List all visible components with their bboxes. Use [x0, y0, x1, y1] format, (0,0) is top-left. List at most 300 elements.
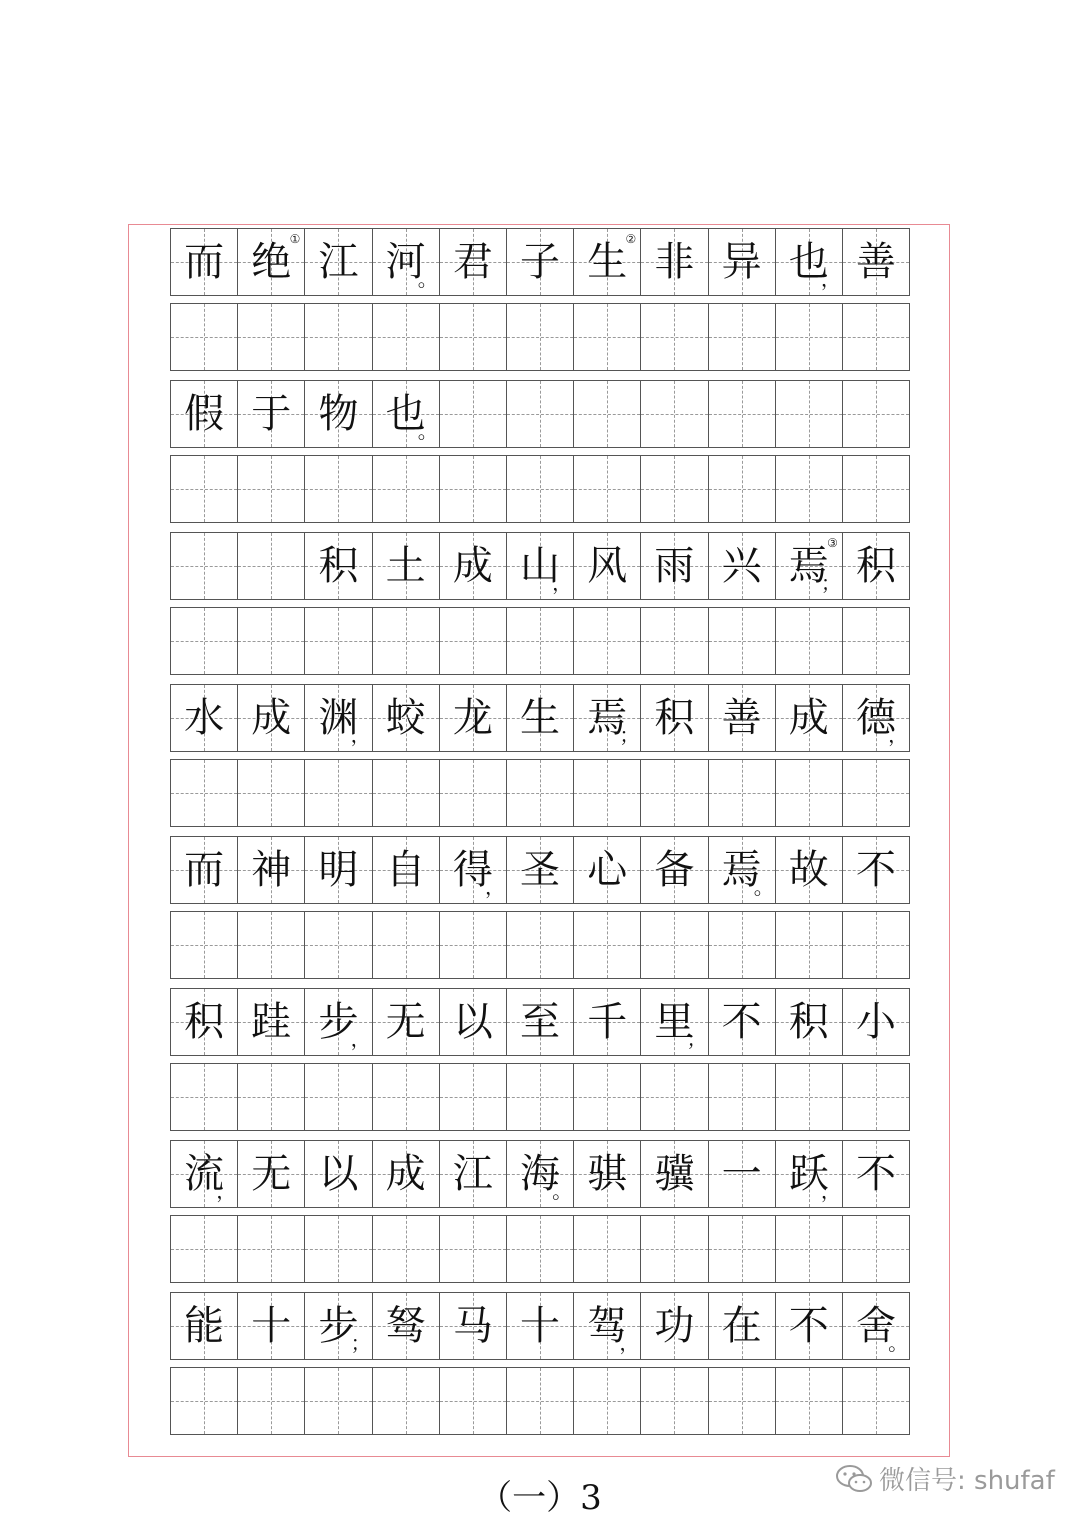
grid-cell [238, 1141, 305, 1207]
grid-cell [507, 229, 574, 295]
grid-cell [574, 533, 641, 599]
practice-row [170, 455, 910, 523]
punctuation-mark: 。 [753, 875, 774, 899]
grid-cell [507, 456, 574, 522]
character: 非 [654, 239, 695, 285]
grid-cell [843, 912, 909, 978]
punctuation-mark: ， [820, 1179, 841, 1203]
grid-cell [440, 381, 507, 447]
grid-cell [843, 1064, 909, 1130]
grid-cell [574, 1293, 641, 1359]
grid-cell [238, 989, 305, 1055]
character: 成 [788, 695, 829, 741]
character: 也 [385, 391, 426, 437]
grid-cell [574, 229, 641, 295]
grid-cell [709, 1141, 776, 1207]
grid-cell [507, 685, 574, 751]
character [440, 381, 506, 447]
grid-cell [440, 1141, 507, 1207]
grid-cell [843, 381, 909, 447]
grid-cell [641, 304, 708, 370]
character: 不 [721, 999, 762, 1045]
grid-cell [440, 608, 507, 674]
grid-cell [641, 381, 708, 447]
grid-cell [507, 1216, 574, 1282]
character: 河 [385, 239, 426, 285]
grid-cell [641, 229, 708, 295]
grid-cell [171, 456, 238, 522]
grid-cell [843, 304, 909, 370]
grid-cell [776, 989, 843, 1055]
practice-row [170, 1063, 910, 1131]
text-row [170, 988, 910, 1056]
character: 善 [855, 239, 896, 285]
character: 蛟 [385, 695, 426, 741]
grid-cell [440, 1293, 507, 1359]
grid-cell [373, 1368, 440, 1434]
grid-cell [776, 685, 843, 751]
grid-cell [238, 381, 305, 447]
grid-cell [373, 1216, 440, 1282]
grid-cell [238, 1216, 305, 1282]
footnote-marker: ③ [827, 536, 838, 550]
character: 积 [855, 543, 896, 589]
grid-cell [709, 685, 776, 751]
character: 步 [318, 999, 359, 1045]
grid-cell [238, 1293, 305, 1359]
grid-cell [843, 608, 909, 674]
grid-cell [440, 685, 507, 751]
character: 生 [520, 695, 561, 741]
character: 焉 [788, 543, 829, 589]
grid-cell [507, 1368, 574, 1434]
grid-cell [776, 533, 843, 599]
grid-cell [709, 760, 776, 826]
character: 生 [587, 239, 628, 285]
grid-cell [776, 760, 843, 826]
grid-cell [709, 912, 776, 978]
grid-cell [776, 1216, 843, 1282]
punctuation-mark: ， [350, 1027, 371, 1051]
punctuation-mark: ， [350, 723, 371, 747]
grid-cell [641, 1368, 708, 1434]
grid-cell [843, 989, 909, 1055]
character: 假 [184, 391, 225, 437]
grid-cell [373, 533, 440, 599]
grid-cell [574, 1141, 641, 1207]
text-row [170, 684, 910, 752]
grid-cell [843, 760, 909, 826]
punctuation-mark: ， [820, 267, 841, 291]
text-row [170, 228, 910, 296]
grid-cell [574, 837, 641, 903]
grid-cell [171, 760, 238, 826]
grid-cell [641, 1141, 708, 1207]
grid-cell [373, 760, 440, 826]
grid-cell [440, 1368, 507, 1434]
punctuation-mark: 。 [417, 419, 438, 443]
grid-cell [574, 1368, 641, 1434]
grid-cell [305, 1368, 372, 1434]
character: 子 [520, 239, 561, 285]
punctuation-mark: ； [350, 1331, 371, 1355]
grid-cell [574, 760, 641, 826]
grid-cell [709, 304, 776, 370]
character: 也 [788, 239, 829, 285]
character: 而 [184, 239, 225, 285]
grid-cell [238, 912, 305, 978]
grid-cell [171, 229, 238, 295]
grid-cell [171, 381, 238, 447]
character: 能 [184, 1303, 225, 1349]
character: 小 [855, 999, 896, 1045]
practice-row [170, 303, 910, 371]
punctuation-mark: ； [820, 571, 841, 595]
character [574, 381, 640, 447]
grid-cell [641, 608, 708, 674]
character: 绝 [251, 239, 292, 285]
grid-cell [305, 1216, 372, 1282]
watermark-text: 微信号: shufaf [879, 1466, 1055, 1496]
grid-cell [238, 229, 305, 295]
grid-cell [507, 912, 574, 978]
grid-cell [709, 229, 776, 295]
practice-row [170, 759, 910, 827]
grid-cell [843, 533, 909, 599]
grid-cell [440, 760, 507, 826]
grid-cell [373, 685, 440, 751]
punctuation-mark: 。 [417, 267, 438, 291]
grid-cell [238, 456, 305, 522]
grid-cell [776, 381, 843, 447]
character: 骥 [654, 1151, 695, 1197]
character: 骐 [587, 1151, 628, 1197]
grid-cell [373, 1141, 440, 1207]
grid-cell [641, 989, 708, 1055]
character: 千 [587, 999, 628, 1045]
grid-cell [843, 837, 909, 903]
grid-cell [171, 1368, 238, 1434]
grid-cell [843, 1141, 909, 1207]
grid-cell [574, 1064, 641, 1130]
punctuation-mark: ， [484, 875, 505, 899]
punctuation-mark: ； [686, 1027, 707, 1051]
punctuation-mark: ， [552, 571, 573, 595]
punctuation-mark: ， [619, 1331, 640, 1355]
grid-cell [641, 533, 708, 599]
grid-cell [373, 989, 440, 1055]
grid-cell [709, 533, 776, 599]
character: 不 [788, 1303, 829, 1349]
page-number: （一）3 [478, 1478, 602, 1518]
grid-cell [373, 608, 440, 674]
grid-cell [440, 456, 507, 522]
grid-cell [440, 229, 507, 295]
grid-cell [305, 229, 372, 295]
grid-cell [373, 1293, 440, 1359]
grid-cell [507, 989, 574, 1055]
grid-cell [507, 381, 574, 447]
grid-cell [507, 304, 574, 370]
grid-cell [574, 685, 641, 751]
grid-cell [305, 304, 372, 370]
character: 风 [587, 543, 628, 589]
grid-cell [641, 912, 708, 978]
character: 海 [520, 1151, 561, 1197]
grid-cell [709, 1216, 776, 1282]
punctuation-mark: 。 [552, 1179, 573, 1203]
grid-cell [776, 1293, 843, 1359]
grid-cell [440, 533, 507, 599]
grid-cell [641, 456, 708, 522]
grid-cell [776, 608, 843, 674]
grid-cell [305, 456, 372, 522]
character: 雨 [654, 543, 695, 589]
grid-cell [238, 760, 305, 826]
grid-cell [843, 1293, 909, 1359]
grid-cell [305, 1293, 372, 1359]
grid-cell [574, 989, 641, 1055]
character: 跃 [788, 1151, 829, 1197]
character: 无 [385, 999, 426, 1045]
character: 积 [318, 543, 359, 589]
grid-cell [507, 608, 574, 674]
footnote-marker: ① [289, 232, 301, 246]
grid-cell [373, 304, 440, 370]
grid-cell [574, 304, 641, 370]
grid-cell [507, 760, 574, 826]
grid-cell [171, 1216, 238, 1282]
grid-cell [373, 1064, 440, 1130]
grid-cell [440, 837, 507, 903]
grid-cell [776, 1368, 843, 1434]
watermark [835, 1460, 1055, 1497]
character: 兴 [721, 543, 762, 589]
grid-cell [305, 837, 372, 903]
grid-cell [776, 456, 843, 522]
character: 德 [855, 695, 896, 741]
grid-cell [238, 1064, 305, 1130]
character: 步 [318, 1303, 359, 1349]
character: 焉 [721, 847, 762, 893]
character: 十 [251, 1303, 292, 1349]
grid-cell [238, 685, 305, 751]
character [776, 381, 842, 447]
character: 圣 [520, 847, 561, 893]
character: 成 [452, 543, 493, 589]
character: 异 [721, 239, 762, 285]
grid-cell [238, 304, 305, 370]
grid-cell [440, 912, 507, 978]
grid-cell [373, 456, 440, 522]
grid-cell [171, 837, 238, 903]
character [843, 381, 909, 447]
grid-cell [238, 1368, 305, 1434]
grid-cell [641, 1064, 708, 1130]
grid-cell [373, 912, 440, 978]
grid-cell [171, 1064, 238, 1130]
character: 功 [654, 1303, 695, 1349]
punctuation-mark: ； [619, 723, 640, 747]
grid-cell [574, 1216, 641, 1282]
character: 成 [251, 695, 292, 741]
grid-cell [171, 1141, 238, 1207]
practice-row [170, 1215, 910, 1283]
grid-cell [843, 685, 909, 751]
character: 龙 [452, 695, 493, 741]
grid-cell [641, 837, 708, 903]
character: 不 [855, 847, 896, 893]
character: 积 [184, 999, 225, 1045]
practice-row [170, 607, 910, 675]
grid-cell [171, 533, 238, 599]
character: 物 [318, 391, 359, 437]
grid-cell [709, 381, 776, 447]
character: 明 [318, 847, 359, 893]
grid-cell [776, 304, 843, 370]
grid-cell [440, 1064, 507, 1130]
grid-cell [305, 685, 372, 751]
grid-cell [709, 1368, 776, 1434]
character [507, 381, 573, 447]
character: 以 [452, 999, 493, 1045]
character [171, 533, 237, 599]
grid-cell [641, 1216, 708, 1282]
grid-cell [574, 912, 641, 978]
grid-cell [709, 608, 776, 674]
character [238, 533, 304, 599]
character: 江 [452, 1151, 493, 1197]
grid-cell [574, 608, 641, 674]
punctuation-mark: ， [216, 1179, 237, 1203]
character: 备 [654, 847, 695, 893]
grid-cell [305, 989, 372, 1055]
character: 以 [318, 1151, 359, 1197]
grid-cell [305, 1141, 372, 1207]
grid-cell [507, 533, 574, 599]
grid-cell [238, 608, 305, 674]
grid-cell [709, 837, 776, 903]
grid-cell [373, 381, 440, 447]
character: 而 [184, 847, 225, 893]
grid-cell [843, 1368, 909, 1434]
character: 于 [251, 391, 292, 437]
character: 驽 [385, 1303, 426, 1349]
character: 神 [251, 847, 292, 893]
character [709, 381, 775, 447]
grid-cell [440, 1216, 507, 1282]
grid-cell [440, 989, 507, 1055]
text-row [170, 836, 910, 904]
character: 驾 [587, 1303, 628, 1349]
character: 无 [251, 1151, 292, 1197]
grid-cell [507, 837, 574, 903]
character: 焉 [587, 695, 628, 741]
character: 江 [318, 239, 359, 285]
grid-cell [238, 837, 305, 903]
grid-cell [641, 685, 708, 751]
character: 一 [721, 1151, 762, 1197]
grid-cell [440, 304, 507, 370]
grid-cell [776, 1141, 843, 1207]
grid-cell [776, 912, 843, 978]
text-row [170, 532, 910, 600]
grid-cell [171, 989, 238, 1055]
grid-cell [305, 533, 372, 599]
character: 自 [385, 847, 426, 893]
character: 积 [654, 695, 695, 741]
grid-cell [709, 1064, 776, 1130]
character: 在 [721, 1303, 762, 1349]
grid-cell [574, 381, 641, 447]
grid-cell [305, 608, 372, 674]
grid-cell [171, 1293, 238, 1359]
character: 成 [385, 1151, 426, 1197]
grid-cell [776, 1064, 843, 1130]
character: 心 [587, 847, 628, 893]
grid-cell [171, 304, 238, 370]
grid-cell [843, 456, 909, 522]
character: 马 [452, 1303, 493, 1349]
character: 水 [184, 695, 225, 741]
grid-cell [641, 760, 708, 826]
character: 至 [520, 999, 561, 1045]
grid-cell [305, 1064, 372, 1130]
grid-cell [709, 456, 776, 522]
grid-cell [238, 533, 305, 599]
character: 里 [654, 999, 695, 1045]
footnote-marker: ② [625, 232, 637, 246]
character: 积 [788, 999, 829, 1045]
grid-cell [507, 1141, 574, 1207]
grid-cell [641, 1293, 708, 1359]
grid-cell [507, 1293, 574, 1359]
grid-cell [171, 608, 238, 674]
grid-cell [171, 685, 238, 751]
wechat-icon [835, 1463, 873, 1495]
character: 十 [520, 1303, 561, 1349]
grid-cell [373, 229, 440, 295]
character: 善 [721, 695, 762, 741]
grid-cell [171, 912, 238, 978]
character: 不 [855, 1151, 896, 1197]
practice-row [170, 911, 910, 979]
practice-row [170, 1367, 910, 1435]
character: 得 [452, 847, 493, 893]
character: 渊 [318, 695, 359, 741]
punctuation-mark: ， [888, 723, 909, 747]
grid-cell [843, 1216, 909, 1282]
grid-cell [709, 989, 776, 1055]
grid-cell [776, 229, 843, 295]
grid-cell [776, 837, 843, 903]
character [641, 381, 707, 447]
character: 土 [385, 543, 426, 589]
grid-cell [843, 229, 909, 295]
text-row [170, 1292, 910, 1360]
character: 跬 [251, 999, 292, 1045]
character: 山 [520, 543, 561, 589]
grid-cell [305, 381, 372, 447]
grid-cell [507, 1064, 574, 1130]
character: 流 [184, 1151, 225, 1197]
grid-cell [574, 456, 641, 522]
punctuation-mark: 。 [888, 1331, 909, 1355]
text-row [170, 380, 910, 448]
grid-cell [709, 1293, 776, 1359]
grid-cell [373, 837, 440, 903]
character: 故 [788, 847, 829, 893]
